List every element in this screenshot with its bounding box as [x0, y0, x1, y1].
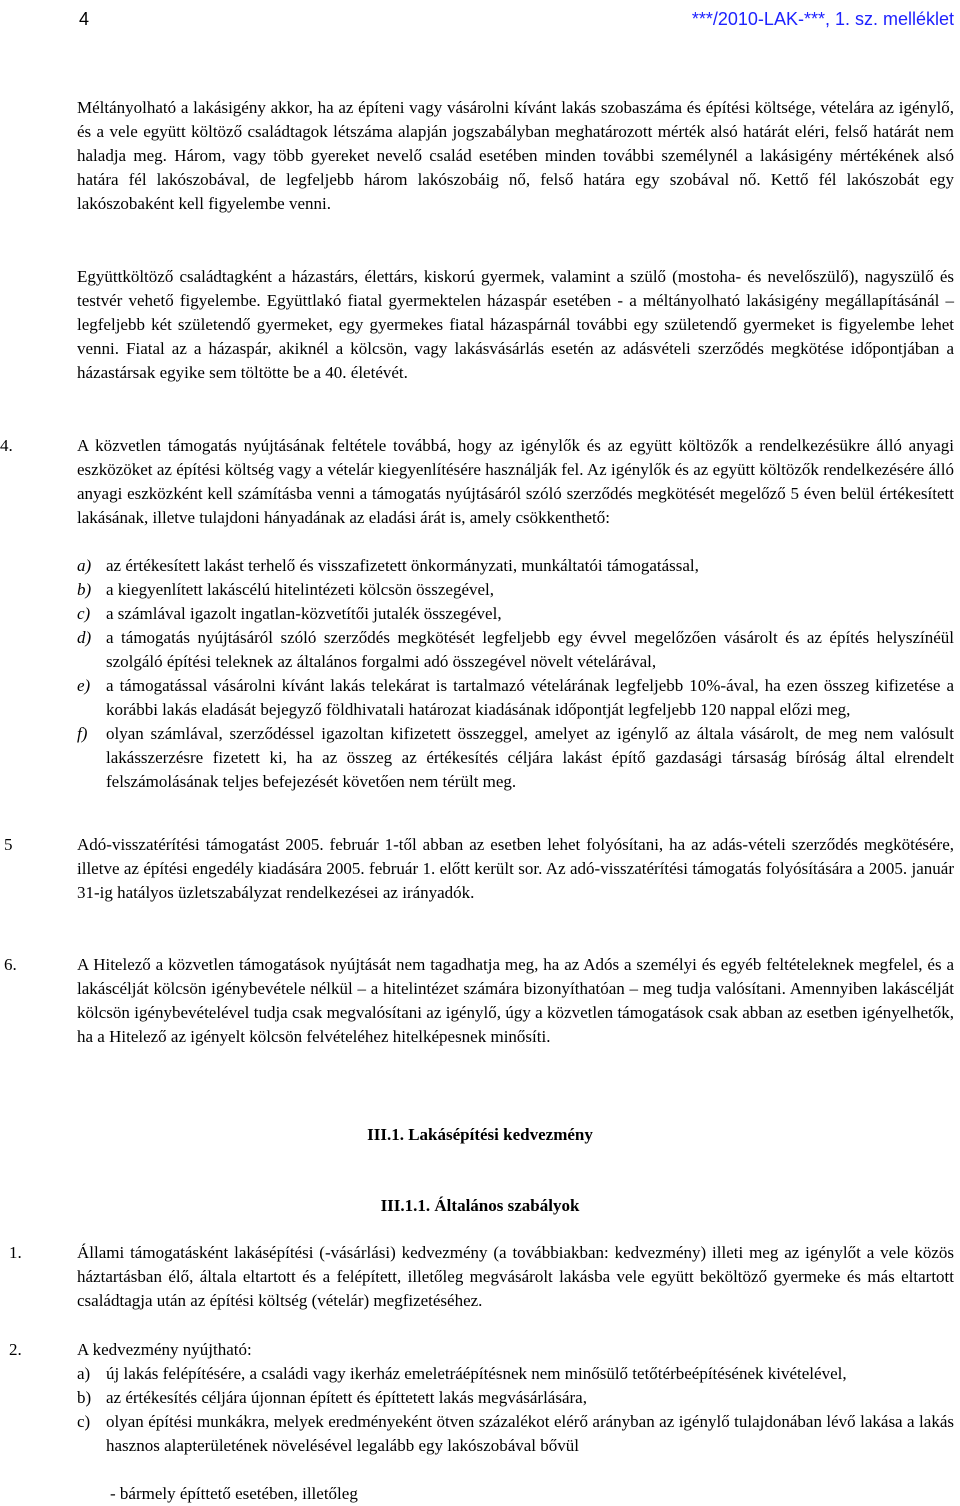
list-item-label: c): [77, 1412, 91, 1431]
list-item-text: a támogatás nyújtásáról szóló szerződés megkötését legfeljebb egy évvel megelőzően vásárolt és az építés helyszínéül szolgáló építési teleknek az általános forgalmi adó összegével növelt vételárával,: [106, 628, 954, 671]
list-item-text: új lakás felépítésére, a családi vagy ikerház emeletráépítésnek nem minősülő tetőtérbeépítésének kivételével,: [106, 1364, 847, 1383]
list-item-text: a kiegyenlített lakáscélú hitelintézeti kölcsön összegével,: [106, 580, 495, 599]
list-item-text: a számlával igazolt ingatlan-közvetítői jutalék összegével,: [106, 604, 502, 623]
list-item-text: a támogatással vásárolni kívánt lakás telekárat is tartalmazó vételárának legfeljebb 10%-ával, ha ezen összeg kifizetése a korábbi lakás eladását bejegyző földhivatali határozat kiadásának időpontját legfeljebb 120 nappal előzi meg,: [106, 676, 954, 719]
document-reference: ***/2010-LAK-***, 1. sz. melléklet: [691, 9, 954, 29]
section-4-list: [77, 554, 954, 794]
rule-2-list: [77, 1362, 954, 1458]
list-item: [77, 578, 954, 602]
paragraph-csaladtagok: Együttköltöző családtagként a házastárs, élettárs, kiskorú gyermek, valamint a szülő (mostoha- és nevelőszülő), nagyszülő és testvér vehető figyelembe. Együttlakó fiatal gyermektelen házaspár esetében - a méltányolható lakásigény megállapításánál – legfeljebb két születendő gyermeket, egy gyermekes fiatal házaspárnál további egy születendő gyermeket is figyelembe lehet venni. Fiatal az a házaspár, akiknél a kölcsön, vagy lakásvásárlás esetén az adásvételi szerződés megkötése időpontjában a házastársak egyike sem töltötte be a 40. életévét.: [77, 267, 954, 382]
section-number-6: 6.: [4, 955, 17, 974]
list-item: [77, 626, 954, 674]
list-item-label: f): [77, 724, 88, 743]
list-item: [77, 1410, 954, 1458]
list-item: [77, 554, 954, 578]
dash-list-item: - bármely építtető esetében, illetőleg: [110, 1484, 358, 1503]
heading-altalanos-szabalyok: III.1.1. Általános szabályok: [380, 1196, 580, 1215]
list-item: [77, 1362, 954, 1386]
list-item: [77, 602, 954, 626]
list-item-text: az értékesített lakást terhelő és visszafizetett önkormányzati, munkáltatói támogatással,: [106, 556, 699, 575]
section-number-4: 4.: [0, 436, 13, 455]
rule-2-text: A kedvezmény nyújtható:: [77, 1340, 252, 1359]
list-item-label: b): [77, 1388, 92, 1407]
section-4-text: A közvetlen támogatás nyújtásának feltétele továbbá, hogy az igénylők és az együtt költözők a rendelkezésükre álló anyagi eszközöket az építési költség vagy a vételár kiegyenlítésére használják fel. Az igénylők és az együtt költözők rendelkezésére álló anyagi eszközként kell számításba venni a támogatás nyújtásáról szóló szerződés megkötését megelőző 5 éven belül értékesített lakásának, illetve tulajdoni hányadának az eladási árát is, amely csökkenthető:: [77, 436, 954, 527]
list-item-label: b): [77, 580, 92, 599]
page-number: 4: [79, 9, 90, 29]
heading-lakasepitesi-kedvezmeny: III.1. Lakásépítési kedvezmény: [367, 1125, 593, 1144]
list-item-text: olyan építési munkákra, melyek eredményeként ötven százalékot elérő arányban az igénylő tulajdonában lévő lakása a lakás hasznos alapterületének növelésével legalább egy lakószobával bővül: [106, 1412, 954, 1455]
section-6-text: A Hitelező a közvetlen támogatások nyújtását nem tagadhatja meg, ha az Adós a személyi és egyéb feltételeknek megfelel, és a lakáscélját kölcsön igénybevétele nélkül – a hitelintézet számára bizonyíthatóan – meg tudja valósítani. Amennyiben lakáscélját kölcsön igénybevételével tudja csak megvalósítani az igénylő, úgy a közvetlen támogatások csak abban az esetben igényelhetők, ha a Hitelező az igényelt kölcsön felvételéhez hitelképesnek minősíti.: [77, 955, 954, 1046]
list-item-label: a): [77, 556, 92, 575]
rule-number-2: 2.: [9, 1340, 22, 1359]
list-item-label: a): [77, 1364, 91, 1383]
list-item: [77, 1386, 954, 1410]
list-item-text: az értékesítés céljára újonnan épített és építtetett lakás megvásárlására,: [106, 1388, 587, 1407]
section-5-text: Adó-visszatérítési támogatást 2005. február 1-től abban az esetben lehet folyósítani, ha az adás-vételi szerződés megkötésére, illetve az építési engedély kiadására 2005. február 1. előtt került sor. Az adó-visszatérítési támogatás folyósítására a 2005. január 31-ig hatályos üzletszabályzat rendelkezései az irányadók.: [77, 835, 954, 902]
list-item-text: olyan számlával, szerződéssel igazoltan kifizetett összeggel, amelyet az igénylő az általa vásárolt, de meg nem valósult lakásszerzésre fizetett ki, ha az összeg az értékesítés céljára lakást építő gazdasági társaság bíróság által elrendelt felszámolásának teljes befejezését követően nem térült meg.: [106, 724, 954, 791]
paragraph-lakasigeny: Méltányolható a lakásigény akkor, ha az építeni vagy vásárolni kívánt lakás szobaszáma és építési költsége, vételára az igénylő, és a vele együtt költöző családtagok létszáma alapján jogszabályban meghatározott mérték alsó határát eléri, felső határát nem haladja meg. Három, vagy több gyereket nevelő család esetében minden további személynél a lakásigény mértékének alsó határa fél lakószobával, de legfeljebb három lakószobáig nő, felső határa egy szobával nő. Kettő fél lakószobát egy lakószobaként kell figyelembe venni.: [77, 98, 954, 213]
rule-1-text: Állami támogatásként lakásépítési (-vásárlási) kedvezmény (a továbbiakban: kedvezmény) illeti meg az igénylőt a vele közös háztartásban élő, általa eltartott és a felépített, illetőleg megvásárolt lakásba vele együtt beköltöző gyermeke és más eltartott családtagja után az építési költség (vételár) megfizetéséhez.: [77, 1243, 954, 1310]
list-item: [77, 722, 954, 794]
page-header: [0, 4, 960, 30]
list-item: [77, 674, 954, 722]
list-item-label: c): [77, 604, 91, 623]
list-item-label: e): [77, 676, 91, 695]
rule-number-1: 1.: [9, 1243, 22, 1262]
list-item-label: d): [77, 628, 92, 647]
section-number-5: 5: [4, 835, 13, 854]
